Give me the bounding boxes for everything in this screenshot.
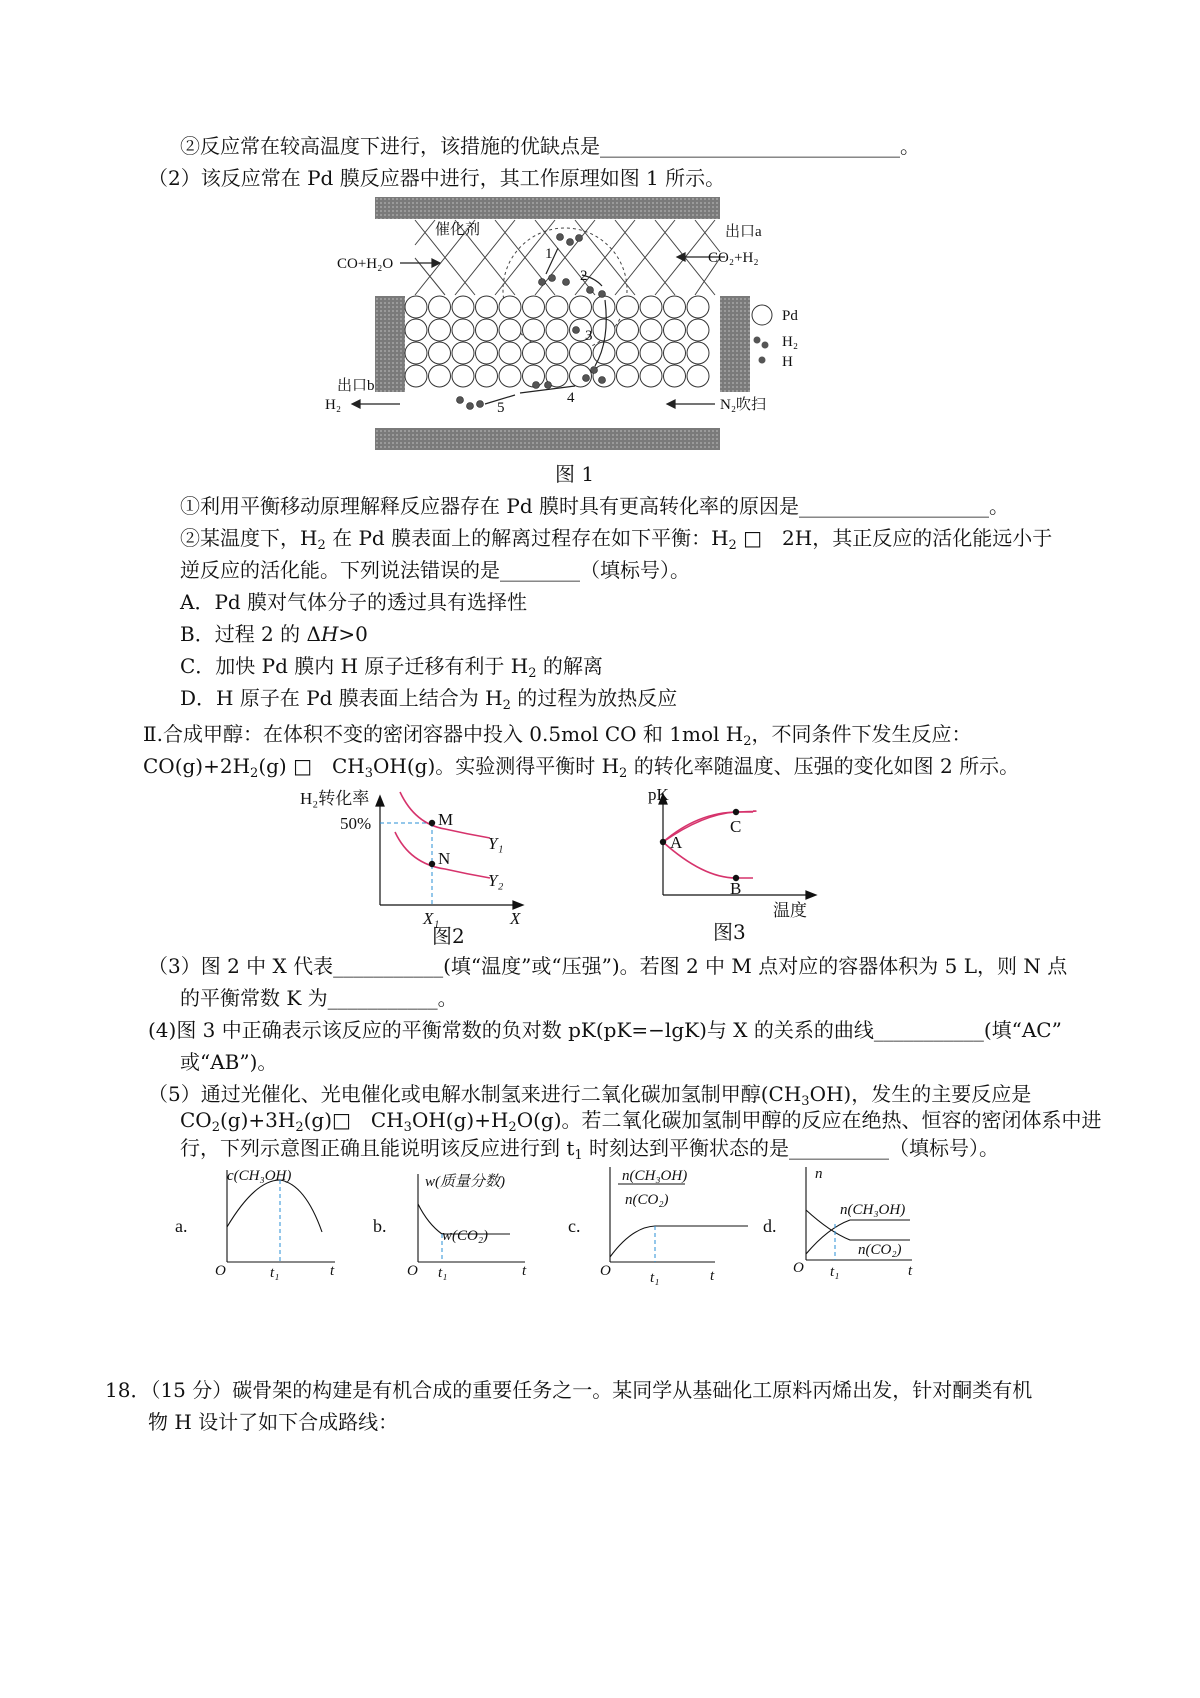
pd-atom [593, 342, 615, 364]
fig2-point-m [429, 820, 435, 826]
pd-atom [546, 342, 568, 364]
figure-2-chart [295, 782, 545, 932]
step-1: 1 [545, 246, 553, 262]
bottom-plate [375, 428, 720, 450]
pd-atom [476, 319, 498, 341]
pd-atom [429, 296, 451, 318]
chart-d-ylabel: n [815, 1166, 823, 1182]
fig2-label-y1: Y₁ [488, 834, 504, 853]
figure-1-reactor [320, 190, 820, 460]
pd-atom [499, 296, 521, 318]
fig2-label-y2: Y₂ [488, 871, 504, 890]
pd-membrane [405, 296, 709, 387]
pd-atom [405, 319, 427, 341]
fig2-ylabel: H₂转化率 [300, 789, 370, 808]
pd-atom [640, 319, 662, 341]
pd-atom [687, 342, 709, 364]
pd-atom [452, 319, 474, 341]
legend-h2: H₂ [782, 334, 799, 350]
legend-h: H [782, 354, 793, 370]
pd-atom [570, 296, 592, 318]
fig3-label-a: A [670, 833, 683, 852]
pd-atom [664, 342, 686, 364]
pd-atom [405, 296, 427, 318]
pd-atom [452, 296, 474, 318]
pd-atom [499, 365, 521, 387]
pd-atom [499, 342, 521, 364]
fig2-guides [380, 823, 432, 905]
chart-c-letter: c. [568, 1216, 581, 1236]
top-plate [375, 197, 720, 219]
line-q5: （5）通过光催化、光电催化或电解水制氢来进行二氧化碳加氢制甲醇$(CH_3OH)$，发生的主要反应是 [148, 1082, 1032, 1109]
pd-atom [476, 342, 498, 364]
pd-atom [523, 319, 545, 341]
pd-atom [429, 365, 451, 387]
option-c: C．加快 Pd 膜内 H 原子迁移有利于 $H_2$ 的解离 [180, 654, 603, 681]
step-2: 2 [580, 268, 588, 284]
chart-a-origin: O [215, 1263, 226, 1279]
chart-b-curve: w(CO₂) [442, 1228, 489, 1244]
pd-atom [476, 365, 498, 387]
line-q18-cont: 物 H 设计了如下合成路线： [148, 1410, 399, 1434]
label-h2-out: H₂ [325, 397, 342, 413]
pd-atom [523, 342, 545, 364]
pd-atom [593, 296, 615, 318]
pd-atom [405, 342, 427, 364]
label-catalyst: 催化剂 [435, 222, 481, 238]
fig3-x-arrow [806, 891, 816, 899]
chart-c-ylabel-den: n(CO₂) [625, 1192, 669, 1208]
fig3-xlabel: 温度 [773, 901, 807, 920]
pd-atom [476, 296, 498, 318]
option-b: B．过程 2 的 ΔH>0 [180, 622, 368, 646]
pd-atom [429, 319, 451, 341]
pd-atom [687, 319, 709, 341]
line-part2-reaction: $CO(g)+2H_2(g)$ □ $CH_3OH(g)$。实验测得平衡时 $H_2$ 的转化率随温度、压强的变化如图 2 所示。 [143, 754, 1020, 781]
pd-atom [664, 319, 686, 341]
fig2-tick-50: 50% [340, 814, 372, 833]
line-q4-cont: 或“AB”)。 [180, 1050, 278, 1074]
fig3-label-b: B [730, 879, 742, 898]
chart-c-ylabel-num: n(CH₃OH) [622, 1168, 688, 1184]
pd-atom [546, 319, 568, 341]
figure-3-chart [648, 782, 888, 932]
label-outlet-b: 出口b [337, 378, 375, 394]
chart-b-letter: b. [373, 1216, 387, 1236]
line-part2-intro: Ⅱ.合成甲醇：在体积不变的密闭容器中投入 0.5mol CO 和 1mol $H_2$，不同条件下发生反应： [143, 722, 972, 749]
chart-b-t1: t₁ [438, 1265, 448, 1281]
pd-atom [593, 319, 615, 341]
line-q2-part2: ②某温度下，$H_2$ 在 Pd 膜表面上的解离过程存在如下平衡：$H_2$ □ 2H，其正反应的活化能远小于 [180, 526, 1053, 553]
line-q5-cont: 行，下列示意图正确且能说明该反应进行到 $t_1$ 时刻达到平衡状态的是__________（填标号）。 [180, 1136, 1000, 1163]
pd-atom [687, 296, 709, 318]
pd-atom [570, 342, 592, 364]
legend-pd: Pd [782, 308, 798, 324]
figure-2-caption: 图2 [432, 924, 465, 948]
legend-h2-icon [754, 337, 761, 344]
chart-d-letter: d. [763, 1216, 777, 1236]
pd-atom [617, 342, 639, 364]
label-sweep: N₂吹扫 [720, 397, 767, 413]
option-d: D．H 原子在 Pd 膜表面上结合为 $H_2$ 的过程为放热反应 [180, 686, 678, 713]
line-q4: (4)图 3 中正确表示该反应的平衡常数的负对数 pK(pK=−lgK)与 X 的关系的曲线___________(填“AC” [148, 1018, 1062, 1042]
pd-atom [617, 365, 639, 387]
pd-atom [664, 365, 686, 387]
fig2-x-arrow [513, 901, 523, 909]
pd-atom [523, 296, 545, 318]
chart-d-origin: O [793, 1260, 804, 1276]
step-4: 4 [567, 390, 575, 406]
chart-d-curve1: n(CH₃OH) [840, 1202, 906, 1218]
pd-atom [499, 319, 521, 341]
pd-atom [640, 365, 662, 387]
chart-a-t: t [330, 1263, 335, 1279]
fig3-ylabel: pK [648, 785, 669, 804]
legend-pd-icon [752, 305, 772, 325]
chart-d-curve2: n(CO₂) [858, 1242, 902, 1258]
line-q2-intro: （2）该反应常在 Pd 膜反应器中进行，其工作原理如图 1 所示。 [148, 166, 726, 190]
fig2-y-arrow [376, 796, 384, 806]
chart-a-ylabel: c(CH₃OH) [227, 1168, 292, 1184]
line-q3-cont: 的平衡常数 K 为___________。 [180, 986, 458, 1010]
chart-a-t1: t₁ [270, 1265, 280, 1281]
fig2-xlabel: X [510, 909, 521, 928]
figure-3-caption: 图3 [713, 920, 746, 944]
chart-b-t: t [522, 1263, 527, 1279]
chart-c-t: t [710, 1268, 715, 1284]
fig3-label-c: C [730, 817, 742, 836]
chart-c-origin: O [600, 1263, 611, 1279]
chart-b-origin: O [407, 1263, 418, 1279]
fig3-point-c [733, 809, 739, 815]
line-q3: （3）图 2 中 X 代表___________(填“温度”或“压强”)。若图 2 中 M 点对应的容器体积为 5 L，则 N 点 [148, 954, 1068, 978]
line-q2-part1: ①利用平衡移动原理解释反应器存在 Pd 膜时具有更高转化率的原因是___________________。 [180, 494, 1009, 518]
small-charts [170, 1162, 940, 1287]
label-inlet: CO+H₂O [337, 256, 394, 272]
pd-atom [640, 342, 662, 364]
chart-c-t1: t₁ [650, 1270, 660, 1286]
line-q5-reaction: $CO_2(g)+3H_2(g)□$ $CH_3OH(g)+H_2O(g)$。若二氧化碳加氢制甲醇的反应在绝热、恒容的密闭体系中进 [180, 1108, 1102, 1135]
pd-atom [452, 365, 474, 387]
line-q2-part2-cont: 逆反应的活化能。下列说法错误的是________（填标号）。 [180, 558, 690, 582]
line-q18: 18．（15 分）碳骨架的构建是有机合成的重要任务之一。某同学从基础化工原料丙烯出发，针对酮类有机 [105, 1378, 1033, 1402]
pd-atom [452, 342, 474, 364]
step-5: 5 [497, 400, 505, 416]
pd-atom [617, 296, 639, 318]
pd-atom [405, 365, 427, 387]
fig2-point-n [429, 861, 435, 867]
pd-atom [546, 296, 568, 318]
chart-a-letter: a. [175, 1216, 188, 1236]
line-q2-sub2: ②反应常在较高温度下进行，该措施的优缺点是______________________________。 [180, 134, 920, 158]
fig2-label-n: N [438, 849, 451, 868]
fig3-point-a [660, 839, 666, 845]
option-a: A．Pd 膜对气体分子的透过具有选择性 [180, 590, 528, 614]
pd-atom [617, 319, 639, 341]
pd-atom [664, 296, 686, 318]
left-block [375, 296, 405, 392]
label-product: CO₂+H₂ [708, 250, 759, 266]
step-3: 3 [585, 328, 593, 344]
fig2-xtick: X₁ [423, 909, 440, 928]
chart-b-ylabel: w(质量分数) [425, 1174, 505, 1190]
pd-atom [687, 365, 709, 387]
legend-h-icon [759, 357, 766, 364]
label-outlet-a: 出口a [725, 224, 762, 240]
pd-atom [640, 296, 662, 318]
right-block [720, 296, 750, 392]
chart-d-t1: t₁ [830, 1264, 840, 1280]
fig2-label-m: M [438, 810, 454, 829]
chart-d-t: t [908, 1263, 913, 1279]
pd-atom [429, 342, 451, 364]
figure-1-caption: 图 1 [555, 462, 595, 486]
